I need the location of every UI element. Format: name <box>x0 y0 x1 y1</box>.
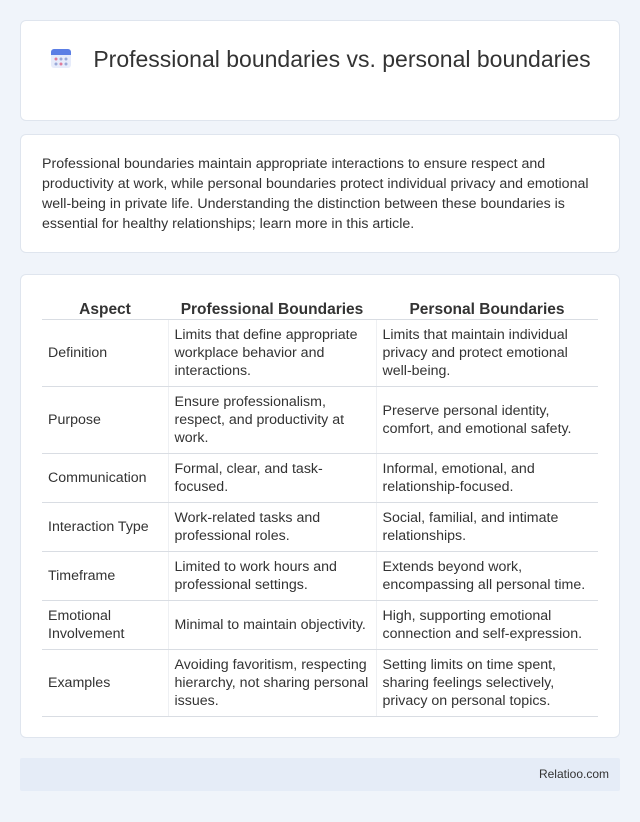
row-personal: High, supporting emotional connection and self-expression. <box>376 600 598 649</box>
row-aspect: Communication <box>42 453 168 502</box>
row-aspect: Definition <box>42 319 168 386</box>
row-professional: Avoiding favoritism, respecting hierarchy, not sharing personal issues. <box>168 649 376 716</box>
table-card <box>20 274 620 738</box>
row-personal: Setting limits on time spent, sharing feelings selectively, privacy on personal topics. <box>376 649 598 716</box>
table-header-row <box>42 295 598 319</box>
row-aspect: Examples <box>42 649 168 716</box>
row-personal: Limits that maintain individual privacy and protect emotional well-being. <box>376 319 598 386</box>
row-personal: Social, familial, and intimate relationships. <box>376 502 598 551</box>
footer-brand[interactable]: Relatioo.com <box>538 767 609 781</box>
table-row <box>42 453 598 502</box>
row-professional: Ensure professionalism, respect, and productivity at work. <box>168 386 376 453</box>
row-aspect: Interaction Type <box>42 502 168 551</box>
calendar-icon <box>49 46 73 70</box>
row-personal: Extends beyond work, encompassing all personal time. <box>376 551 598 600</box>
title-card <box>20 20 620 121</box>
table-row <box>42 319 598 386</box>
table-row <box>42 502 598 551</box>
header-aspect: Aspect <box>42 295 168 319</box>
intro-text: Professional boundaries maintain appropriate interactions to ensure respect and productivity at work, while personal boundaries protect individual privacy and emotional well-being in private life. Understanding the distinction between these boundaries is essential for healthy relationships; learn more in this article. <box>42 156 589 232</box>
row-professional: Limited to work hours and professional settings. <box>168 551 376 600</box>
intro-card <box>20 134 620 253</box>
header-professional: Professional Boundaries <box>168 295 376 319</box>
row-aspect: Timeframe <box>42 551 168 600</box>
row-professional: Formal, clear, and task-focused. <box>168 453 376 502</box>
row-professional: Limits that define appropriate workplace behavior and interactions. <box>168 319 376 386</box>
footer <box>20 758 620 791</box>
page-title <box>21 45 619 74</box>
row-personal: Preserve personal identity, comfort, and emotional safety. <box>376 386 598 453</box>
header-personal: Personal Boundaries <box>376 295 598 319</box>
row-aspect: Emotional Involvement <box>42 600 168 649</box>
comparison-table <box>42 295 598 717</box>
table-row <box>42 649 598 716</box>
row-personal: Informal, emotional, and relationship-focused. <box>376 453 598 502</box>
table-row <box>42 386 598 453</box>
row-professional: Work-related tasks and professional roles. <box>168 502 376 551</box>
page-title-text: Professional boundaries vs. personal boundaries <box>93 46 591 72</box>
table-row <box>42 551 598 600</box>
table-row <box>42 600 598 649</box>
row-professional: Minimal to maintain objectivity. <box>168 600 376 649</box>
row-aspect: Purpose <box>42 386 168 453</box>
